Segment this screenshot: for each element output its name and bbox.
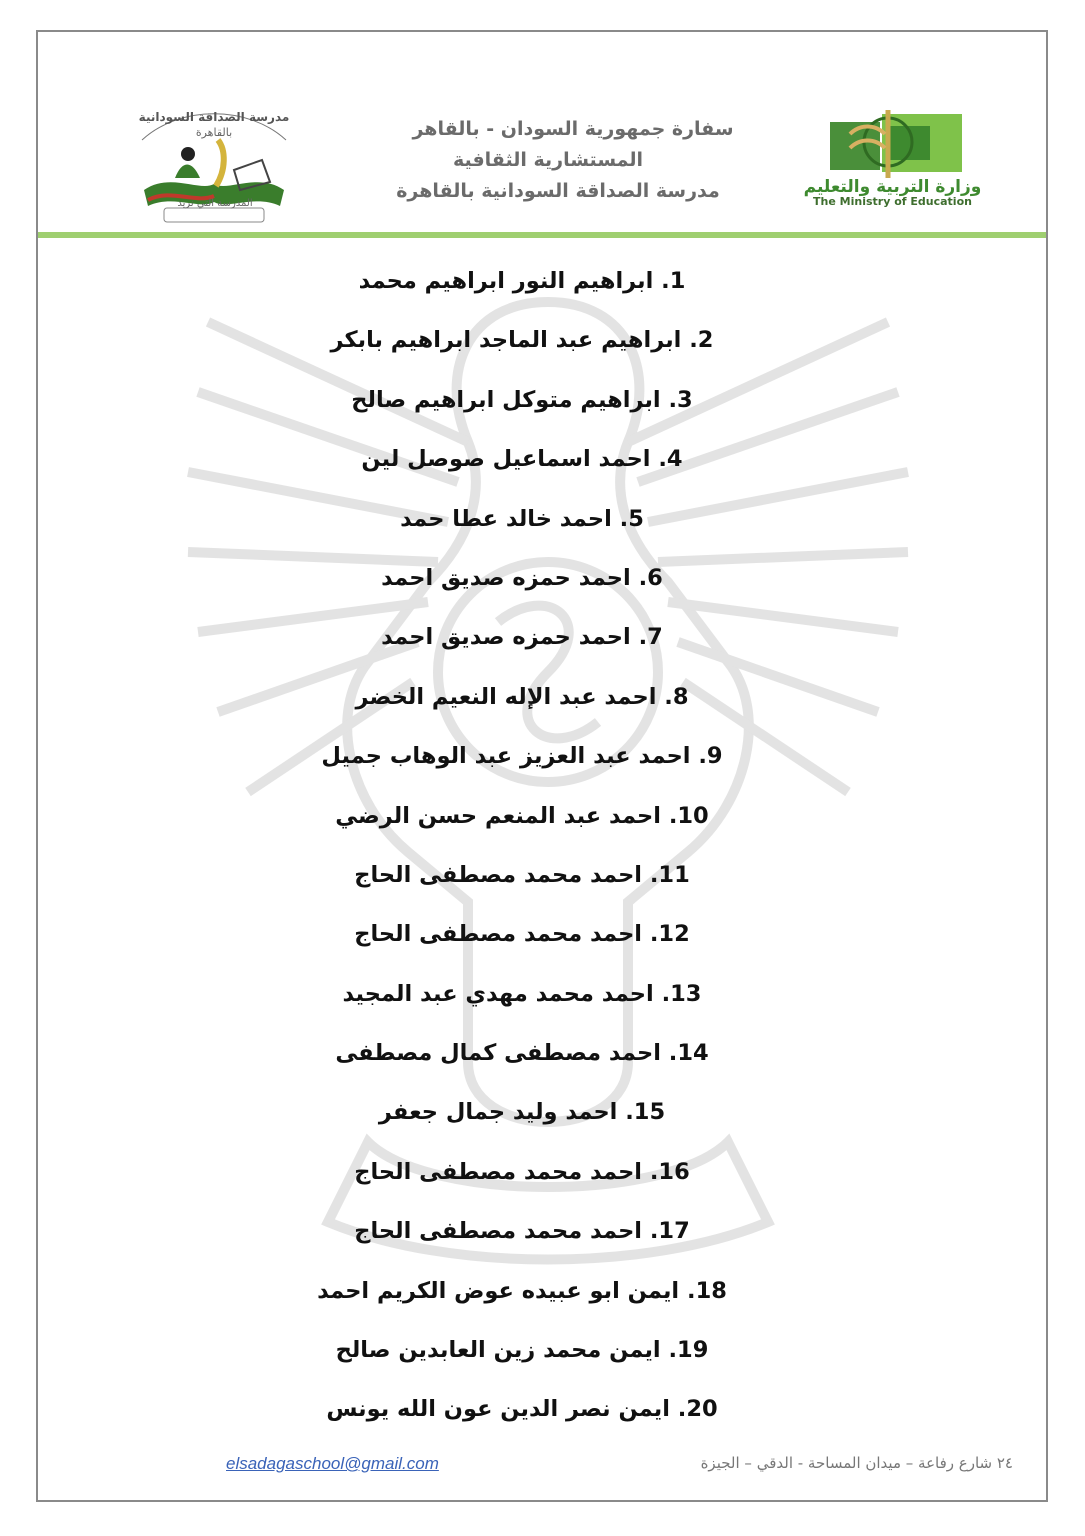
list-item <box>38 787 1006 846</box>
footer-address: ٢٤ شارع رفاعة – ميدان المساحة - الدقي – الجيزة <box>700 1454 1013 1472</box>
list-item <box>38 727 1006 786</box>
item-number: 16. <box>649 1158 690 1185</box>
student-name: احمد محمد مصطفى الحاج <box>354 1158 643 1185</box>
list-item <box>38 965 1006 1024</box>
item-number: 17. <box>649 1218 690 1245</box>
item-number: 14. <box>668 1040 709 1067</box>
school-logo-city: بالقاهرة <box>195 126 233 139</box>
item-number: 9. <box>698 743 723 770</box>
school-logo-name: مدرسة الصداقة السودانية <box>138 110 290 124</box>
document-page <box>36 30 1048 1502</box>
list-item <box>38 846 1006 905</box>
student-names-list <box>38 252 1046 1440</box>
ministry-name-arabic: وزارة التربية والتعليم <box>803 177 982 197</box>
student-name: احمد خالد عطا حمد <box>400 505 612 532</box>
item-number: 6. <box>638 564 663 591</box>
student-name: ايمن نصر الدين عون الله يونس <box>326 1396 670 1423</box>
student-name: ايمن ابو عبيده عوض الكريم احمد <box>317 1277 680 1304</box>
list-item <box>38 549 1006 608</box>
list-item <box>38 1083 1006 1142</box>
letterhead <box>38 32 1046 237</box>
school-logo-motto: المدرسة التي نريد <box>177 198 253 209</box>
list-item <box>38 1143 1006 1202</box>
item-number: 20. <box>677 1396 718 1423</box>
student-name: ابراهيم عبد الماجد ابراهيم بابكر <box>330 327 682 354</box>
cultural-office-line: المستشارية الثقافية <box>452 149 644 171</box>
student-name: احمد اسماعيل صوصل لين <box>361 446 651 473</box>
list-item <box>38 1380 1006 1439</box>
item-number: 4. <box>658 446 683 473</box>
embassy-line: سفارة جمهورية السودان - بالقاهر <box>412 118 734 140</box>
list-item <box>38 430 1006 489</box>
list-item <box>38 252 1006 311</box>
item-number: 1. <box>661 268 686 294</box>
list-item <box>38 905 1006 964</box>
list-item <box>38 1024 1006 1083</box>
list-item <box>38 1262 1006 1321</box>
student-name: احمد وليد جمال جعفر <box>378 1099 618 1126</box>
item-number: 5. <box>619 505 644 532</box>
footer-email-link[interactable]: elsadagaschool@gmail.com <box>226 1454 439 1473</box>
item-number: 15. <box>625 1099 666 1126</box>
student-name: احمد عبد الإله النعيم الخضر <box>355 683 657 710</box>
student-name: احمد حمزه صديق احمد <box>381 564 631 591</box>
list-item <box>38 668 1006 727</box>
list-item <box>38 490 1006 549</box>
student-name: احمد مصطفى كمال مصطفى <box>335 1040 661 1067</box>
student-name: احمد عبد المنعم حسن الرضي <box>335 802 661 829</box>
student-name: احمد محمد مصطفى الحاج <box>354 921 643 948</box>
student-name: احمد محمد مصطفى الحاج <box>354 1218 643 1245</box>
item-number: 10. <box>668 802 709 829</box>
item-number: 19. <box>668 1337 709 1364</box>
school-name-line: مدرسة الصداقة السودانية بالقاهرة <box>396 180 720 202</box>
item-number: 12. <box>649 921 690 948</box>
item-number: 18. <box>687 1277 727 1304</box>
list-item <box>38 1321 1006 1380</box>
item-number: 13. <box>661 980 702 1007</box>
student-name: احمد حمزه صديق احمد <box>381 624 631 651</box>
item-number: 7. <box>638 624 663 651</box>
student-name: احمد محمد مهدي عبد المجيد <box>342 980 654 1007</box>
item-number: 8. <box>664 683 689 710</box>
item-number: 2. <box>689 327 714 354</box>
student-name: ابراهيم النور ابراهيم محمد <box>358 268 654 294</box>
letterhead-text <box>338 114 758 207</box>
list-item <box>38 1202 1006 1261</box>
item-number: 11. <box>649 861 690 888</box>
list-item <box>38 371 1006 430</box>
student-name: احمد عبد العزيز عبد الوهاب جميل <box>321 743 691 770</box>
ministry-name-english: The Ministry of Education <box>813 195 972 208</box>
student-name: ايمن محمد زين العابدين صالح <box>335 1337 661 1364</box>
student-name: ابراهيم متوكل ابراهيم صالح <box>351 386 661 413</box>
list-item <box>38 311 1006 370</box>
header-divider <box>36 232 1048 238</box>
item-number: 3. <box>668 386 693 413</box>
list-item <box>38 608 1006 667</box>
student-name: احمد محمد مصطفى الحاج <box>354 861 643 888</box>
